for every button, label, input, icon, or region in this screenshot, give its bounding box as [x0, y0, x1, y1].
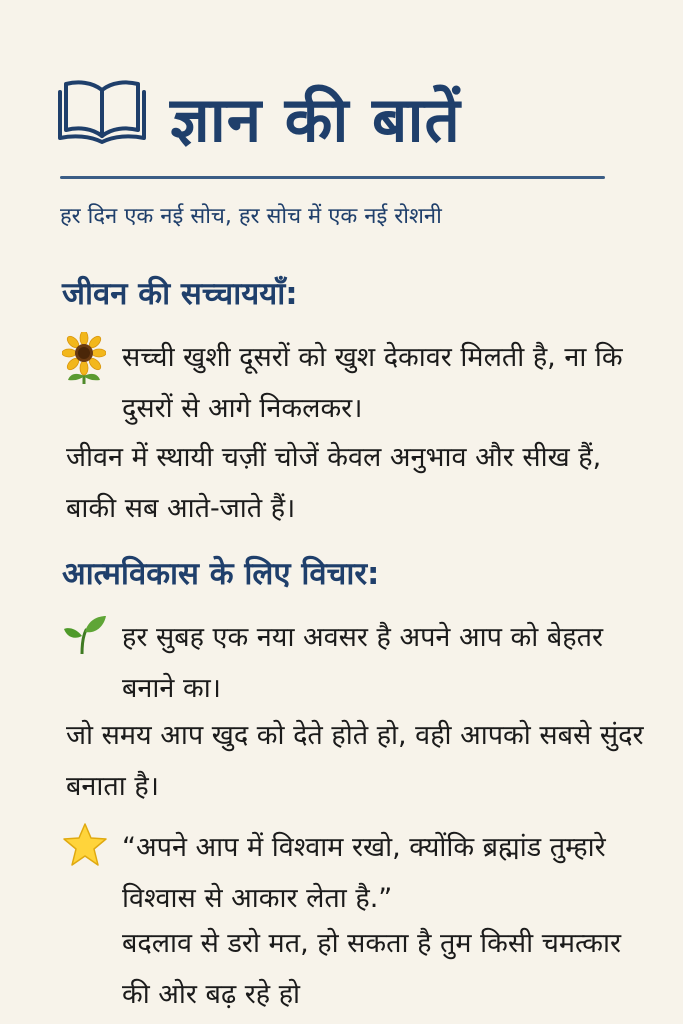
sprout-icon — [62, 614, 108, 654]
quote-text: हर सुबह एक नया अवसर है अपने आप को बेहतर बनाने का। — [122, 622, 603, 704]
quote-text: जीवन में स्थायी चज़ीं चोजें केवल अनुभाव और सीख हैं, बाकी सब आते-जाते हैं। — [66, 442, 602, 524]
star-icon — [62, 822, 108, 868]
page-subtitle: हर दिन एक नई सोच, हर सोच में एक नई रोशनी — [60, 204, 442, 229]
header — [58, 70, 618, 180]
quote-text: बदलाव से डरो मत, हो सकता है तुम किसी चमत्कार की ओर बढ़ रहे हो — [122, 928, 622, 1010]
quote-text: सच्ची खुशी दूसरों को खुश देकावर मिलती है, ना कि दुसरों से आगे निकलकर। — [122, 342, 623, 424]
title-divider — [60, 176, 605, 179]
section-heading-life-truths: जीवन की सच्चाययाँ: — [62, 276, 298, 312]
section-heading-self-growth: आत्मविकास के लिए विचार: — [62, 556, 380, 592]
page-title: ज्ञान की बातें — [170, 83, 461, 156]
quote-text: जो समय आप खुद को देते होते हो, वही आपको सबसे सुंदर बनाता है। — [66, 720, 644, 802]
sunflower-icon — [62, 332, 106, 386]
quote-text: “अपने आप में विश्वाम रखो, क्योंकि ब्रह्मांड तुम्हारे विश्वास से आकार लेता है.” — [122, 832, 606, 914]
open-book-icon — [58, 76, 146, 144]
